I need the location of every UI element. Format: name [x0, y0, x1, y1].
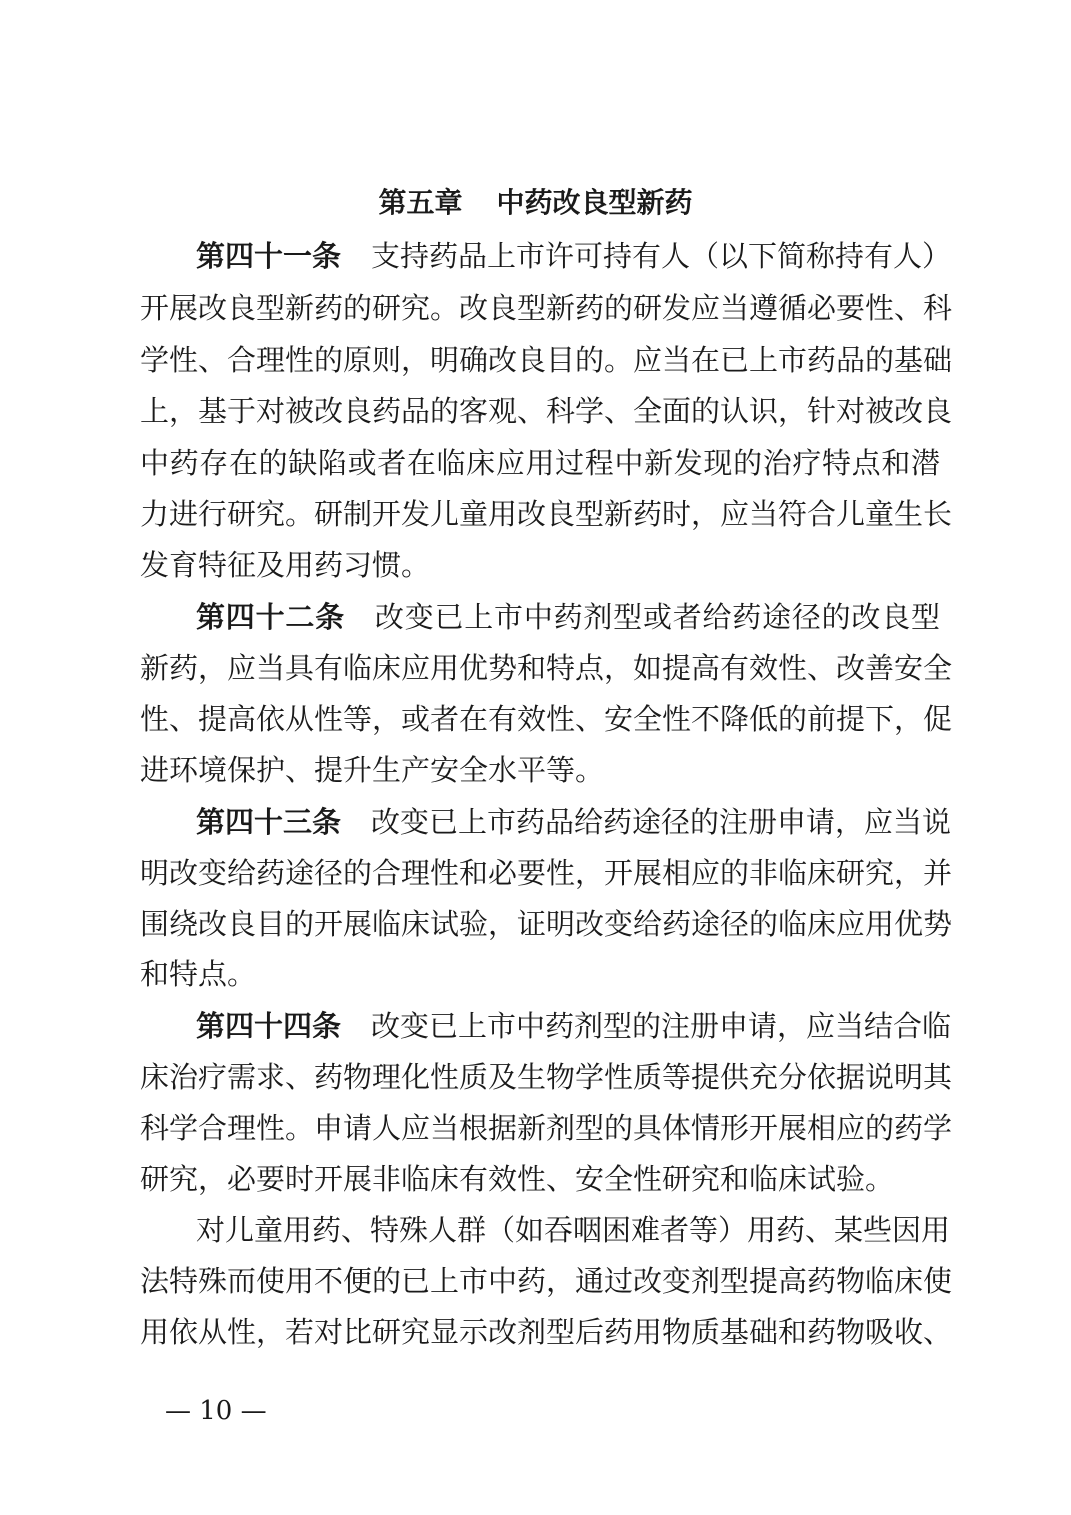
article-41-line: 学性、合理性的原则，明确改良目的。应当在已上市药品的基础: [140, 343, 953, 377]
article-41-line: 中药存在的缺陷或者在临床应用过程中新发现的治疗特点和潜: [140, 446, 940, 480]
article-43-line: 和特点。: [140, 957, 257, 991]
article-44-line: 科学合理性。申请人应当根据新剂型的具体情形开展相应的药学: [140, 1111, 953, 1145]
article-44-label: 第四十四条: [196, 1009, 342, 1043]
article-43-text: 改变已上市药品给药途径的注册申请，应当说: [371, 805, 952, 839]
article-41-line: 开展改良型新药的研究。改良型新药的研发应当遵循必要性、科: [140, 291, 953, 325]
article-41-first-line: [196, 236, 952, 276]
paragraph-line: 法特殊而使用不便的已上市中药，通过改变剂型提高药物临床使: [140, 1264, 953, 1298]
article-43-first-line: [196, 802, 952, 842]
article-41-line: 发育特征及用药习惯。: [140, 548, 431, 582]
chapter-number: 第五章: [378, 186, 463, 219]
article-43-label: 第四十三条: [196, 805, 342, 839]
article-41-line: 上，基于对被改良药品的客观、科学、全面的认识，针对被改良: [140, 394, 953, 428]
chapter-title: [0, 183, 1071, 223]
article-41-line: 力进行研究。研制开发儿童用改良型新药时，应当符合儿童生长: [140, 497, 953, 531]
article-42-line: 性、提高依从性等，或者在有效性、安全性不降低的前提下，促: [140, 702, 953, 736]
article-43-line: 明改变给药途径的合理性和必要性，开展相应的非临床研究，并: [140, 856, 953, 890]
chapter-name: 中药改良型新药: [496, 186, 693, 219]
article-42-line: 进环境保护、提升生产安全水平等。: [140, 753, 605, 787]
article-44-text: 改变已上市中药剂型的注册申请，应当结合临: [371, 1009, 952, 1043]
article-42-text: 改变已上市中药剂型或者给药途径的改良型: [374, 600, 940, 634]
article-42-line: 新药，应当具有临床应用优势和特点，如提高有效性、改善安全: [140, 651, 953, 685]
article-44-line: 床治疗需求、药物理化性质及生物学性质等提供充分依据说明其: [140, 1060, 953, 1094]
article-41-text: 支持药品上市许可持有人（以下简称持有人）: [371, 239, 952, 273]
paragraph-first-line: 对儿童用药、特殊人群（如吞咽困难者等）用药、某些因用: [196, 1213, 951, 1247]
paragraph-line: 用依从性，若对比研究显示改剂型后药用物质基础和药物吸收、: [140, 1315, 953, 1349]
article-44-line: 研究，必要时开展非临床有效性、安全性研究和临床试验。: [140, 1162, 895, 1196]
article-43-line: 围绕改良目的开展临床试验，证明改变给药途径的临床应用优势: [140, 907, 953, 941]
article-41-label: 第四十一条: [196, 239, 342, 273]
page-number: — 10 —: [165, 1396, 267, 1426]
article-44-first-line: [196, 1006, 952, 1046]
article-42-first-line: [196, 597, 940, 637]
article-42-label: 第四十二条: [196, 600, 345, 634]
